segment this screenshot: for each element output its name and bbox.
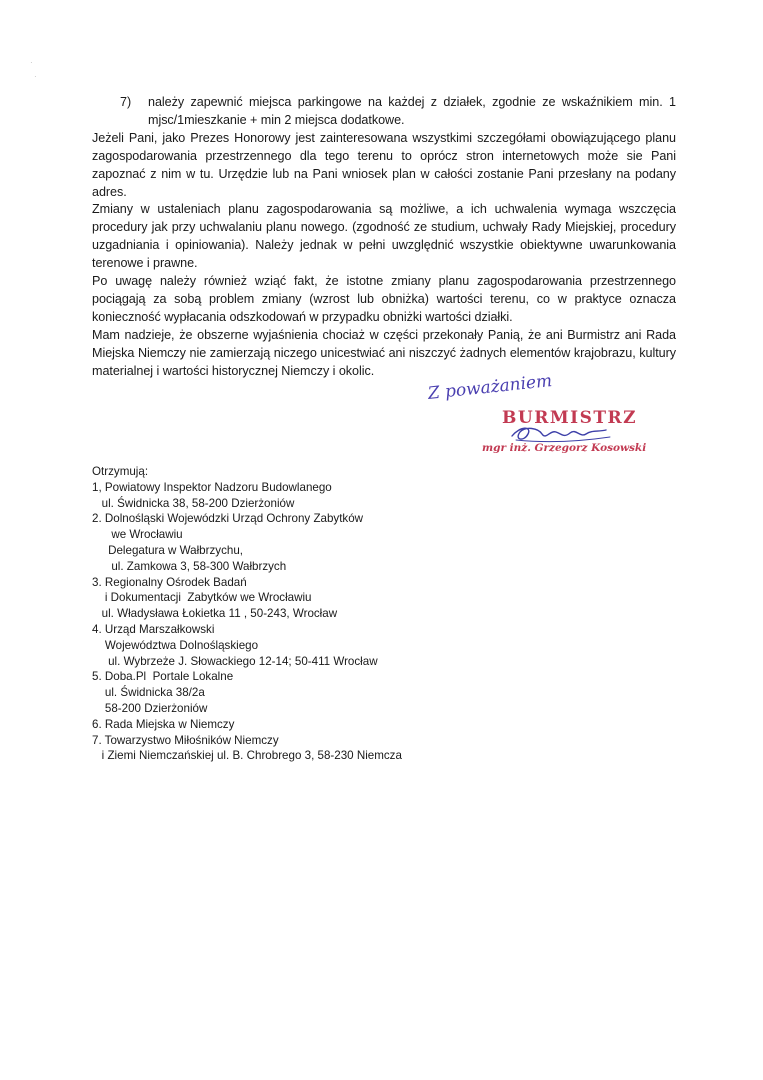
recipient-line: ul. Świdnicka 38/2a [92,686,205,700]
recipients-list [92,464,512,764]
handwritten-signature [506,422,616,444]
recipient-line: 3. Regionalny Ośrodek Badań [92,575,247,589]
letter-body [92,94,676,381]
paragraph-plan-changes: Zmiany w ustaleniach planu zagospodarowania są możliwe, a ich uchwalenia wymaga wszczęcia procedury jak przy uchwalaniu planu nowego. (zgodność ze studium, uchwały Rady Miejskiej, procedury uzgadniania i opiniowania). Należy jednak w pełni uwzględnić wszystkie obiektywne uwarunkowania terenowe i prawne. [92,202,676,271]
recipient-line: 5. Doba.Pl Portale Lokalne [92,670,234,684]
scan-speck: · [30,58,33,67]
list-item-number: 7) [120,95,132,109]
paragraph-closing: Mam nadzieje, że obszerne wyjaśnienia chociaż w części przekonały Panią, że ani Burmistrz ani Rada Miejska Niemczy nie zamierzają niczego unicestwiać ani niszczyć żadnych elementów krajobrazu, kultury materialnej i wartości historycznej Niemczy i okolic. [92,327,676,378]
recipient-line: 7. Towarzystwo Miłośników Niemczy [92,733,279,747]
signature-name-stamp: mgr inż. Grzegorz Kosowski [482,442,647,454]
recipient-line: ul. Wybrzeże J. Słowackiego 12-14; 50-411 Wrocław [92,654,378,668]
signature-block [420,371,680,464]
recipient-line: ul. Świdnicka 38, 58-200 Dzierżoniów [92,496,295,510]
recipient-line: ul. Władysława Łokietka 11 , 50-243, Wrocław [92,607,338,621]
recipient-line: ul. Zamkowa 3, 58-300 Wałbrzych [92,559,287,573]
recipient-line: 6. Rada Miejska w Niemczy [92,717,235,731]
signature-title-stamp: BURMISTRZ [502,408,638,428]
list-item-7 [92,94,676,130]
recipient-line: 1, Powiatowy Inspektor Nadzoru Budowlanego [92,480,332,494]
recipient-line: 4. Urząd Marszałkowski [92,622,215,636]
recipient-line: i Dokumentacji Zabytków we Wrocławiu [92,591,312,605]
paragraph-value-changes: Po uwagę należy również wziąć fakt, że istotne zmiany planu zagospodarowania przestrzennego pociągają za sobą problem zmiany (wzrost lub obniżka) wartości terenu, co w praktyce oznacza konieczność wypłacania odszkodowań w przypadku obniżki wartości działki. [92,274,676,324]
recipient-line: 2. Dolnośląski Wojewódzki Urząd Ochrony Zabytków [92,512,364,526]
list-item-text: należy zapewnić miejsca parkingowe na każdej z działek, zgodnie ze wskaźnikiem min. 1 mjsc/1mieszkanie + min 2 miejsca dodatkowe. [148,95,676,127]
scan-speck: · [34,72,37,81]
recipient-line: Delegatura w Wałbrzychu, [92,543,243,557]
signature-greeting: Z poważaniem [426,371,554,404]
recipients-heading: Otrzymują: [92,465,149,478]
recipient-line: i Ziemi Niemczańskiej ul. B. Chrobrego 3, 58-230 Niemcza [92,749,402,763]
recipient-line: 58-200 Dzierżoniów [92,701,208,715]
paragraph-plan-info: Jeżeli Pani, jako Prezes Honorowy jest zainteresowana wszystkimi szczegółami obowiązującego planu zagospodarowania przestrzennego dla tego terenu to oprócz stron internetowych może sie Pani zapoznać z nim w tu. Urzędzie lub na Pani wniosek plan w całości zostanie Pani przesłany na podany adres. [92,130,676,199]
recipient-line: Województwa Dolnośląskiego [92,638,259,652]
recipient-line: we Wrocławiu [92,528,183,542]
